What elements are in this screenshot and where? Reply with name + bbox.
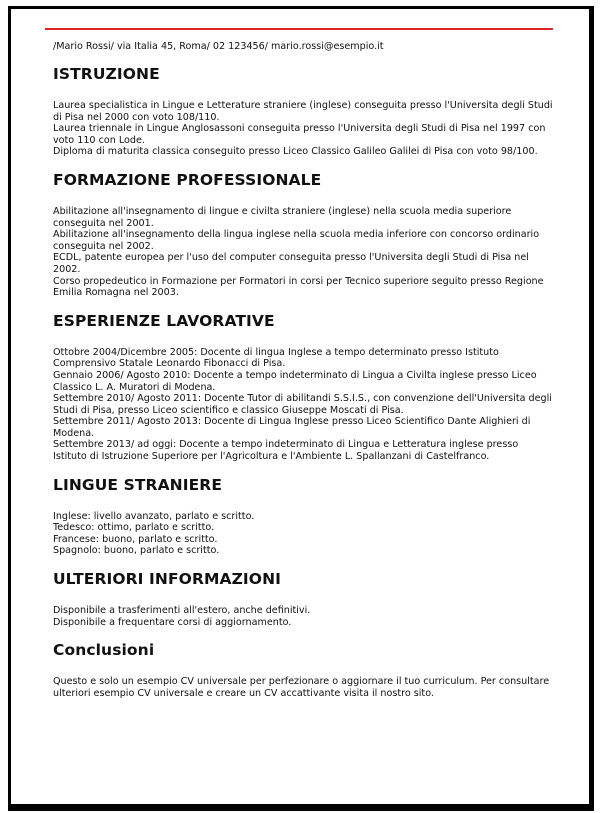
cv-document bbox=[53, 40, 553, 710]
section-line: Ottobre 2004/Dicembre 2005: Docente di lingua Inglese a tempo determinato presso Istituto Comprensivo Statale Leonardo Fibonacci di Pisa. bbox=[53, 346, 499, 370]
section-body bbox=[53, 605, 553, 628]
section-line: ECDL, patente europea per l'uso del computer conseguita presso l'Universita degli Studi di Pisa nel 2002. bbox=[53, 252, 529, 275]
section-line: Francese: buono, parlato e scritto. bbox=[53, 533, 218, 545]
section-line: Inglese: livello avanzato, parlato e scritto. bbox=[53, 510, 255, 522]
section-lingue bbox=[53, 474, 553, 557]
section-body bbox=[53, 206, 553, 299]
section-body bbox=[53, 511, 553, 557]
section-title: ISTRUZIONE bbox=[53, 65, 160, 83]
section-body bbox=[53, 347, 553, 463]
section-title: ESPERIENZE LAVORATIVE bbox=[53, 311, 275, 330]
section-line: Laurea triennale in Lingue Anglosassoni conseguita presso l'Universita degli Studi di Pisa nel 1997 con voto 110 con Lode. bbox=[53, 123, 546, 146]
section-title: Conclusioni bbox=[53, 641, 155, 660]
section-line: Settembre 2011/ Agosto 2013: Docente di Lingua Inglese presso Liceo Scientifico Dante Alighieri di Modena. bbox=[53, 416, 531, 439]
section-line: Laurea specialistica in Lingue e Letterature straniere (inglese) conseguita presso l'Universita degli Studi di Pisa nel 2000 con voto 108/110. bbox=[53, 100, 553, 123]
section-conclusioni bbox=[53, 639, 553, 699]
section-line: Tedesco: ottimo, parlato e scritto. bbox=[53, 522, 215, 534]
section-line: Disponibile a trasferimenti all'estero, anche definitivi. bbox=[53, 605, 311, 617]
section-line: Gennaio 2006/ Agosto 2010: Docente a tempo indeterminato di Lingua a Civilta inglese presso Liceo Classico L. A. Muratori di Modena. bbox=[53, 369, 537, 393]
section-title: FORMAZIONE PROFESSIONALE bbox=[53, 170, 322, 189]
section-line: Diploma di maturita classica conseguito presso Liceo Classico Galileo Galilei di Pisa con voto 98/100. bbox=[53, 146, 538, 158]
section-title: ULTERIORI INFORMAZIONI bbox=[53, 570, 282, 589]
section-formazione bbox=[53, 169, 553, 299]
section-line: Questo e solo un esempio CV universale per perfezionare o aggiornare il tuo curriculum. Per consultare ulteriori esempio CV universale e creare un CV accattivante visita il nostro sito. bbox=[53, 676, 550, 699]
section-line: Abilitazione all'insegnamento della lingua inglese nella scuola media inferiore con concorso ordinario conseguita nel 2002. bbox=[53, 229, 540, 252]
section-line: Abilitazione all'insegnamento di lingue e civilta straniere (inglese) nella scuola media superiore conseguita nel 2001. bbox=[53, 205, 512, 229]
contact-header: /Mario Rossi/ via Italia 45, Roma/ 02 123456/ mario.rossi@esempio.it bbox=[53, 41, 384, 52]
section-line: Settembre 2013/ ad oggi: Docente a tempo indeterminato di Lingua e Letteratura inglese presso Istituto di Istruzione Superiore per l'Agricoltura e l'Ambiente L. Spallanzani di Castelfranco. bbox=[53, 439, 519, 463]
section-istruzione bbox=[53, 63, 553, 158]
section-line: Disponibile a frequentare corsi di aggiornamento. bbox=[53, 616, 292, 628]
section-line: Spagnolo: buono, parlato e scritto. bbox=[53, 545, 220, 557]
section-esperienze bbox=[53, 310, 553, 463]
section-title: LINGUE STRANIERE bbox=[53, 475, 223, 494]
section-line: Settembre 2010/ Agosto 2011: Docente Tutor di abilitandi S.S.I.S., con convenzione dell'Universita degli Studi di Pisa, presso Liceo scientifico e classico Giuseppe Moscati di Pisa. bbox=[53, 393, 552, 416]
section-body bbox=[53, 100, 553, 158]
section-line: Corso propedeutico in Formazione per Formatori in corsi per Tecnico superiore seguito presso Regione Emilia Romagna nel 2003. bbox=[53, 275, 544, 299]
section-body bbox=[53, 676, 553, 699]
header-rule bbox=[45, 28, 553, 30]
section-ulteriori bbox=[53, 568, 553, 628]
